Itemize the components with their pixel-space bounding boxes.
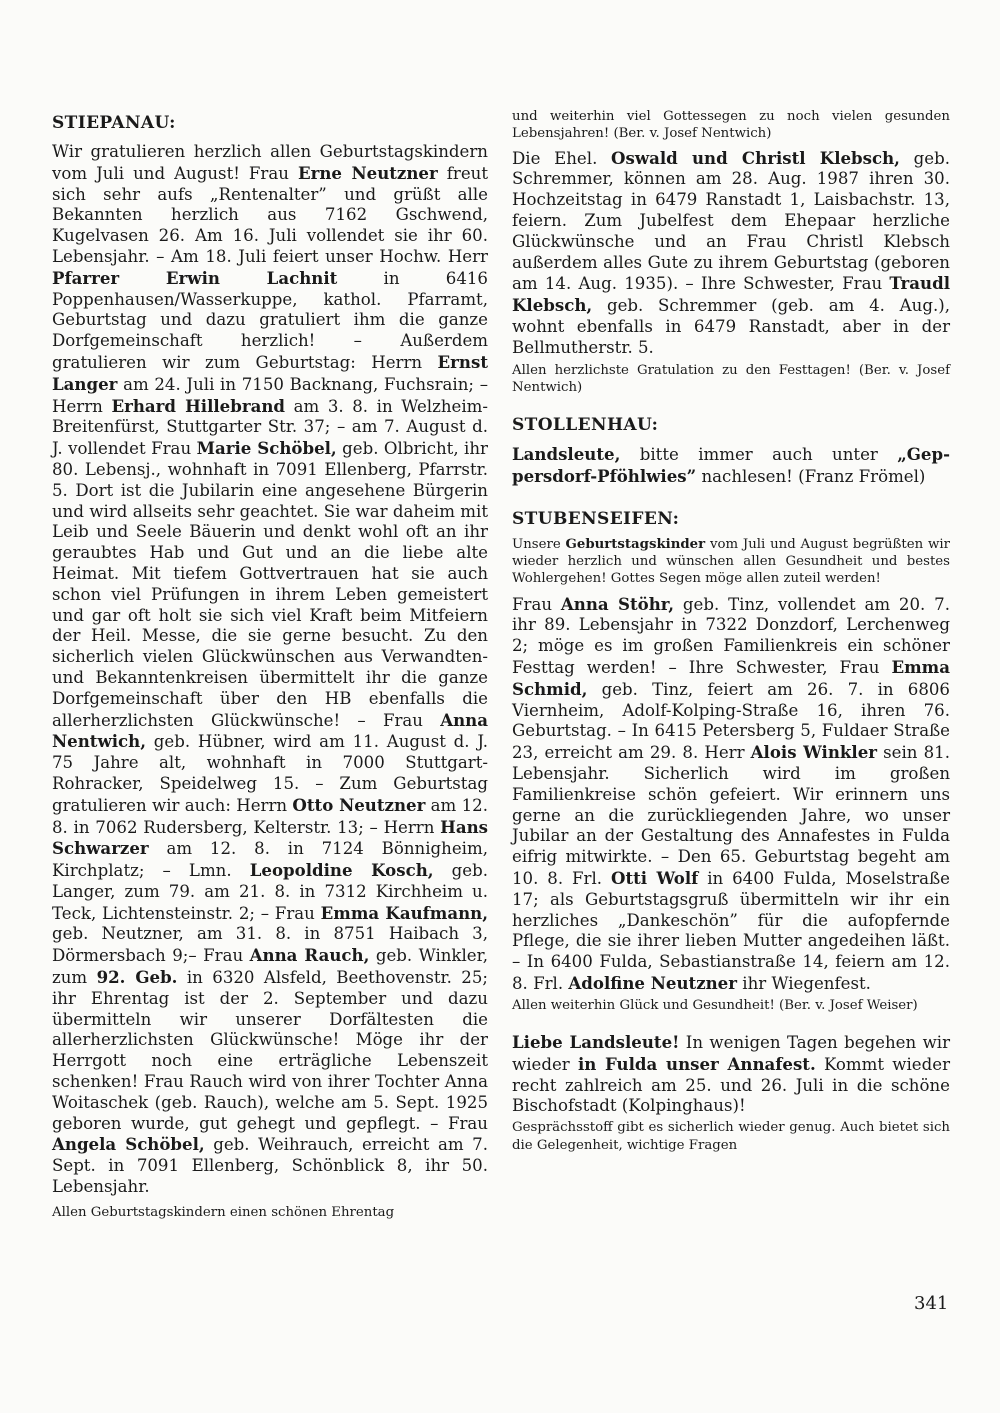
text-run: am 12. 8. in 7062 Rudersberg, Kelterstr. 13; – Herrn: [52, 795, 488, 837]
stiepanau-closing-line: Allen Geburtstagskindern einen schönen Ehrentag: [52, 1204, 395, 1220]
text-run: geb. Winkler, zum: [52, 946, 488, 988]
section-heading-stiepanau: STIEPANAU:: [52, 113, 176, 133]
stiepanau-birthday-paragraph: [52, 142, 488, 1198]
bold-name-run: Hans Schwarzer: [52, 816, 488, 859]
text-run: geb. Tinz, feiert am 26. 7. in 6806 Viernheim, Adolf-Kolping-Straße 16, ihren 76. Geburtstag. – In 6415 Petersberg 5, Fuldaer Straße 23, erreicht am 29. 8. Herr: [512, 679, 950, 763]
klebsch-anniversary-paragraph: [512, 148, 950, 359]
bold-name-run: Landsleute,: [512, 444, 621, 465]
text-run: geb. Tinz, vollendet am 20. 7. ihr 89. Lebensjahr in 7322 Donzdorf, Lerchenweg 2; möge es im großen Familienkreis ein schöner Festtag werden! – Ihre Schwester, Frau: [512, 594, 950, 678]
bold-name-run: 92. Geb.: [96, 967, 178, 988]
text-run: bitte immer auch unter: [620, 445, 898, 465]
bold-name-run: Erne Neutzner: [297, 162, 438, 183]
klebsch-closing-line: Allen herzlichste Gratulation zu den Festtagen! (Ber. v. Josef Nentwich): [512, 362, 950, 395]
text-run: geb. Langer, zum 79. am 21. 8. in 7312 Kirchheim u. Teck, Lichtensteinstr. 2; – Frau: [52, 861, 488, 923]
bold-name-run: in Fulda unser Annafest.: [577, 1053, 816, 1074]
text-run: Frau: [512, 594, 561, 614]
bold-name-run: Angela Schöbel,: [52, 1134, 205, 1155]
text-run: in 6320 Alsfeld, Beethovenstr. 25; ihr Ehrentag ist der 2. September und dazu übermitteln wir unserer Dorfältesten die allerherzlichsten Glückwünsche! Möge ihr der Herrgott noch eine erträgliche Lebenszeit schenken! Frau Rauch wird von ihrer Tochter Anna Woitaschek (geb. Rauch), welche am 5. Sept. 1925 geboren wurde, gut gehegt und gepflegt. – Frau: [52, 968, 488, 1133]
bold-name-run: Otti Wolf: [610, 868, 699, 888]
stiepanau-continuation: und weiterhin viel Gottessegen zu noch vielen gesunden Lebensjahren! (Ber. v. Josef Nentwich): [512, 109, 950, 142]
bold-name-run: Anna Rauch,: [249, 945, 370, 966]
stollenhau-paragraph: [512, 444, 950, 488]
text-run: am 12. 8. in 7124 Bönnigheim, Kirchplatz; – Lmn.: [52, 839, 488, 881]
text-run: In wenigen Tagen begehen wir wieder: [512, 1033, 951, 1074]
text-run: Die Ehel.: [512, 148, 612, 168]
bold-name-run: Emma Schmid,: [512, 657, 950, 699]
bold-name-run: Anna Stöhr,: [560, 593, 675, 614]
text-run: ihr Wiegenfest.: [736, 973, 871, 993]
bold-name-run: Erhard Hillebrand: [111, 395, 285, 416]
text-run: am 3. 8. in Welzheim-Breitenfürst, Stuttgarter Str. 37; – am 7. August d. J. vollendet Frau: [52, 396, 488, 459]
stubenseifen-birthday-paragraph: [512, 594, 950, 995]
bold-name-run: Otto Neutzner: [292, 794, 426, 815]
section-heading-stubenseifen: STUBENSEIFEN:: [512, 508, 680, 529]
right-column: [512, 109, 951, 1154]
text-run: in 6400 Fulda, Moselstraße 17; als Geburtstagsgruß übermitteln wir ihr ein herzliches „Dankeschön” für die aufopfernde Pflege, die sie ihrer lieben Mutter angedeihen läßt. – In 6400 Fulda, Sebastianstraße 14, feiern am 12. 8. Frl.: [512, 869, 950, 993]
text-run: freut sich sehr aufs „Rentenalter” und grüßt alle Bekannten herzlich aus 7162 Gschwend, Kugelvasen 26. Am 16. Juli vollendet sie ihr 60. Lebensjahr. – Am 18. Juli feiert unser Hochw. Herr: [52, 163, 488, 266]
bold-name-run: Emma Kaufmann,: [320, 902, 488, 923]
bold-name-run: Leopoldine Kosch,: [249, 860, 434, 881]
text-run: nachlesen! (Franz Frömel): [696, 466, 926, 486]
page-number: 341: [914, 1293, 949, 1314]
bold-name-run: Liebe Landsleute!: [512, 1032, 680, 1053]
annafest-announcement: [512, 1032, 950, 1117]
text-run: sein 81. Lebensjahr. Sicherlich wird im großen Familienkreise schön gefeiert. Wir erinnern uns gerne an die zurückliegenden Jahre, wo unser Jubilar an der Gestaltung des Annafestes in Fulda eifrig mitwirkte. – Den 65. Geburtstag begeht am 10. 8. Frl.: [512, 743, 950, 888]
bold-name-run: Anna Nentwich,: [52, 709, 488, 752]
left-column: [52, 112, 488, 1221]
bold-name-run: Traudl Klebsch,: [512, 273, 950, 316]
text-run: geb. Olbricht, ihr 80. Lebensj., wohnhaft in 7091 Ellenberg, Pfarrstr. 5. Dort ist die Jubilarin eine angesehene Bürgerin und wird allseits sehr geachtet. Sie war daheim mit Leib und Seele Bäuerin und denkt wohl oft an ihr geraubtes Hab und Gut und an die liebe alte Heimat. Mit tiefem Gottvertrauen hat sie auch schon viel Prüfungen in ihrem Leben gemeistert und gar oft holt sie sich viel Kraft beim Mitfeiern der Heil. Messe, die sie gerne besucht. Zu den sicherlich vielen Glückwünschen aus Verwandten- und Bekanntenkreisen übermittelt ihr die ganze Dorfgemeinschaft über den HB ebenfalls die allerherzlichsten Glückwünsche! – Frau: [52, 439, 488, 730]
bold-name-run: Ernst Langer: [52, 351, 488, 394]
bold-name-run: Geburtstagskinder: [565, 536, 706, 552]
text-run: in 6416 Poppenhausen/Wasserkuppe, kathol. Pfarramt, Geburtstag und dazu gratuliert ihm die ganze Dorfgemeinschaft herzlich! – Außerdem gratulieren wir zum Geburtstag: Herrn: [52, 268, 488, 372]
text-run: geb. Weihrauch, erreicht am 7. Sept. in 7091 Ellenberg, Schönblick 8, ihr 50. Lebensjahr.: [52, 1135, 488, 1197]
bold-name-run: Marie Schöbel,: [196, 438, 337, 459]
text-run: geb. Schremmer (geb. am 4. Aug.), wohnt ebenfalls in 6479 Ranstadt, aber in der Bellmutherstr. 5.: [512, 296, 950, 357]
bold-name-run: Adolfine Neutzner: [568, 972, 737, 993]
stubenseifen-intro: [512, 536, 950, 588]
section-heading-stollenhau: STOLLENHAU:: [512, 415, 659, 436]
bold-name-run: Pfarrer Erwin Lachnit: [52, 267, 338, 288]
bold-name-run: Alois Winkler: [750, 742, 877, 763]
text-run: vom Juli und August begrüßten wir wieder herzlich und wünschen allen Gesundheit und bestes Wohlergehen! Gottes Segen möge allen zuteil werden!: [512, 536, 950, 587]
text-run: geb. Hübner, wird am 11. August d. J. 75 Jahre alt, wohnhaft in 7000 Stuttgart-Rohracker, Speidelweg 15. – Zum Geburtstag gratulieren wir auch: Herrn: [52, 732, 488, 815]
text-run: Unsere: [512, 536, 566, 552]
text-run: Wir gratulieren herzlich allen Geburtstagskindern vom Juli und August! Frau: [52, 142, 488, 183]
bold-name-run: „Geppersdorf-Pföhlwies”: [512, 444, 950, 486]
text-run: geb. Schremmer, können am 28. Aug. 1987 ihren 30. Hochzeitstag in 6479 Ranstadt 1, Laisbachstr. 13, feiern. Zum Jubelfest dem Ehepaar herzliche Glückwünsche und an Frau Christl Klebsch außerdem alles Gute zu ihrem Geburtstag (geboren am 14. Aug. 1935). – Ihre Schwester, Frau: [512, 148, 950, 294]
text-run: geb. Neutzner, am 31. 8. in 8751 Haibach 3, Dörmersbach 9;– Frau: [52, 924, 488, 966]
text-run: Kommt wieder recht zahlreich am 25. und 26. Juli in die schöne Bischofstadt (Kolpinghaus)!: [512, 1054, 951, 1116]
stubenseifen-closing-line: Allen weiterhin Glück und Gesundheit! (Ber. v. Josef Weiser): [512, 997, 918, 1013]
bold-name-run: Oswald und Christl Klebsch,: [611, 147, 900, 168]
text-run: am 24. Juli in 7150 Backnang, Fuchsrain; – Herrn: [52, 374, 488, 416]
annafest-continuation: Gesprächsstoff gibt es sicherlich wieder genug. Auch bietet sich die Gelegenheit, wichtige Fragen: [512, 1120, 950, 1153]
